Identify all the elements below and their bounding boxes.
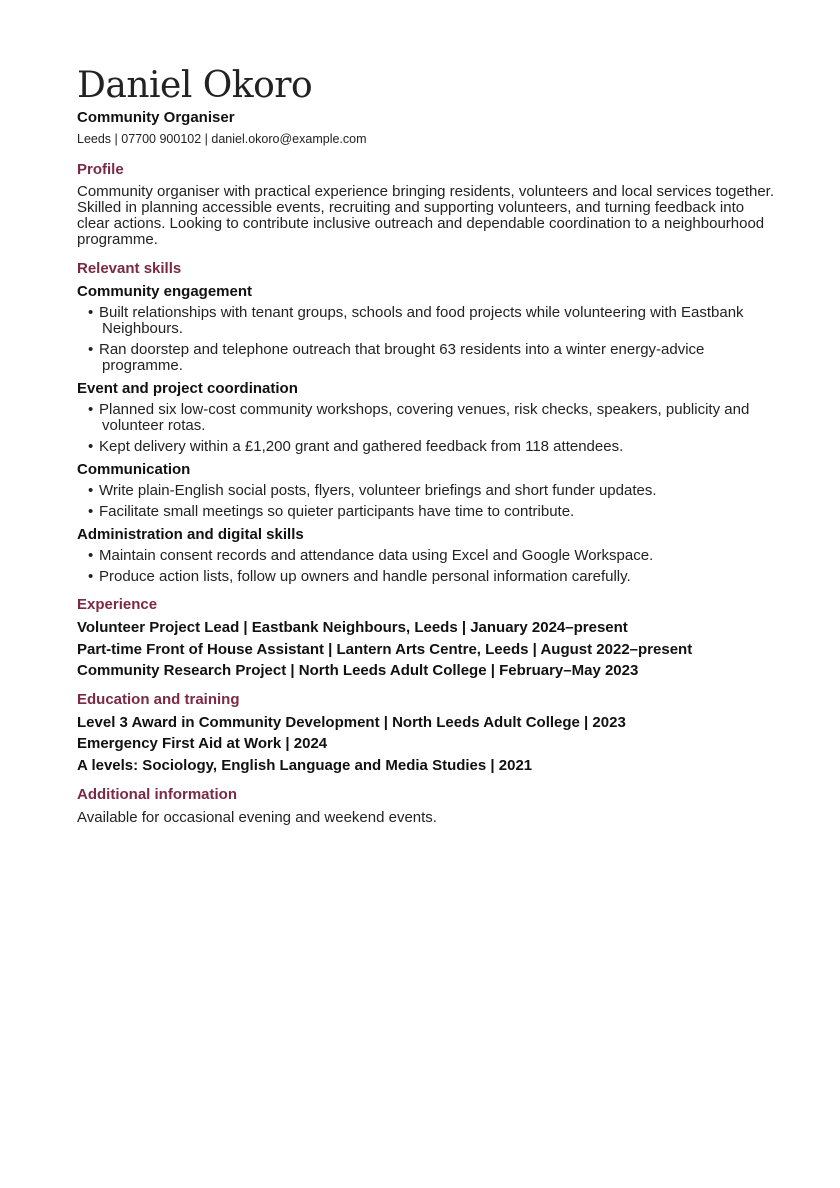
profile-section	[77, 160, 777, 248]
bullet-text: Built relationships with tenant groups, schools and food projects while volunteering with Eastbank Neighbours.	[99, 304, 744, 337]
additional-text: Available for occasional evening and weekend events.	[77, 809, 437, 826]
candidate-name: Daniel Okoro	[77, 65, 313, 106]
experience-entry: Part-time Front of House Assistant | Lantern Arts Centre, Leeds | August 2022–present	[77, 640, 693, 658]
profile-heading: Profile	[77, 161, 124, 178]
skill-group-title: Event and project coordination	[77, 380, 298, 397]
skill-group-list	[77, 483, 777, 520]
education-entry: Level 3 Award in Community Development | North Leeds Adult College | 2023	[77, 713, 626, 731]
education-section	[77, 690, 777, 777]
bullet-text: Produce action lists, follow up owners and handle personal information carefully.	[99, 568, 631, 585]
list-item: • Facilitate small meetings so quieter participants have time to contribute.	[88, 503, 575, 520]
candidate-role: Community Organiser	[77, 109, 235, 126]
bullet-text: Write plain-English social posts, flyers, volunteer briefings and short funder updates.	[99, 482, 657, 499]
skills-heading: Relevant skills	[77, 260, 182, 277]
bullet-text: Ran doorstep and telephone outreach that brought 63 residents into a winter energy-advice programme.	[99, 341, 705, 374]
bullet-text: Facilitate small meetings so quieter participants have time to contribute.	[99, 503, 575, 520]
resume-page	[77, 64, 777, 826]
list-item: • Produce action lists, follow up owners and handle personal information carefully.	[88, 568, 631, 585]
skill-group-list	[77, 548, 777, 585]
skill-group-title: Communication	[77, 461, 191, 478]
skill-group-list	[77, 305, 777, 374]
skill-group-title: Administration and digital skills	[77, 526, 304, 543]
skill-group-list	[77, 402, 777, 455]
experience-entry: Volunteer Project Lead | Eastbank Neighbours, Leeds | January 2024–present	[77, 619, 628, 636]
education-heading: Education and training	[77, 690, 240, 708]
list-item: • Ran doorstep and telephone outreach that brought 63 residents into a winter energy-advice programme.	[88, 341, 705, 374]
bullet-text: Kept delivery within a £1,200 grant and gathered feedback from 118 attendees.	[99, 438, 624, 455]
list-item: • Planned six low-cost community workshops, covering venues, risk checks, speakers, publicity and volunteer rotas.	[88, 401, 750, 434]
list-item: • Kept delivery within a £1,200 grant and gathered feedback from 118 attendees.	[88, 438, 624, 455]
additional-heading: Additional information	[77, 786, 237, 803]
bullet-text: Maintain consent records and attendance data using Excel and Google Workspace.	[99, 547, 654, 564]
profile-text: Community organiser with practical experience bringing residents, volunteers and local services together. Skilled in planning accessible events, recruiting and supporting volunteers, and turning feedback into clear actions. Looking to contribute inclusive outreach and dependable coordination to a neighbourhood programme.	[77, 183, 775, 248]
education-entry: A levels: Sociology, English Language and Media Studies | 2021	[77, 756, 533, 774]
experience-entries	[77, 617, 777, 682]
skill-group-title: Community engagement	[77, 283, 253, 300]
experience-heading: Experience	[77, 596, 158, 613]
education-entries	[77, 712, 777, 777]
education-entry: Emergency First Aid at Work | 2024	[77, 735, 328, 752]
skills-section	[77, 259, 777, 585]
list-item: • Write plain-English social posts, flyers, volunteer briefings and short funder updates.	[88, 482, 657, 499]
bullet-text: Planned six low-cost community workshops, covering venues, risk checks, speakers, publicity and volunteer rotas.	[99, 401, 750, 434]
resume-header	[77, 64, 777, 147]
contact-line: Leeds | 07700 900102 | daniel.okoro@example.com	[77, 132, 367, 146]
additional-section	[77, 785, 777, 826]
experience-entry: Community Research Project | North Leeds Adult College | February–May 2023	[77, 662, 639, 679]
list-item: • Maintain consent records and attendance data using Excel and Google Workspace.	[88, 547, 654, 564]
list-item: • Built relationships with tenant groups, schools and food projects while volunteering with Eastbank Neighbours.	[88, 304, 744, 337]
experience-section	[77, 595, 777, 682]
